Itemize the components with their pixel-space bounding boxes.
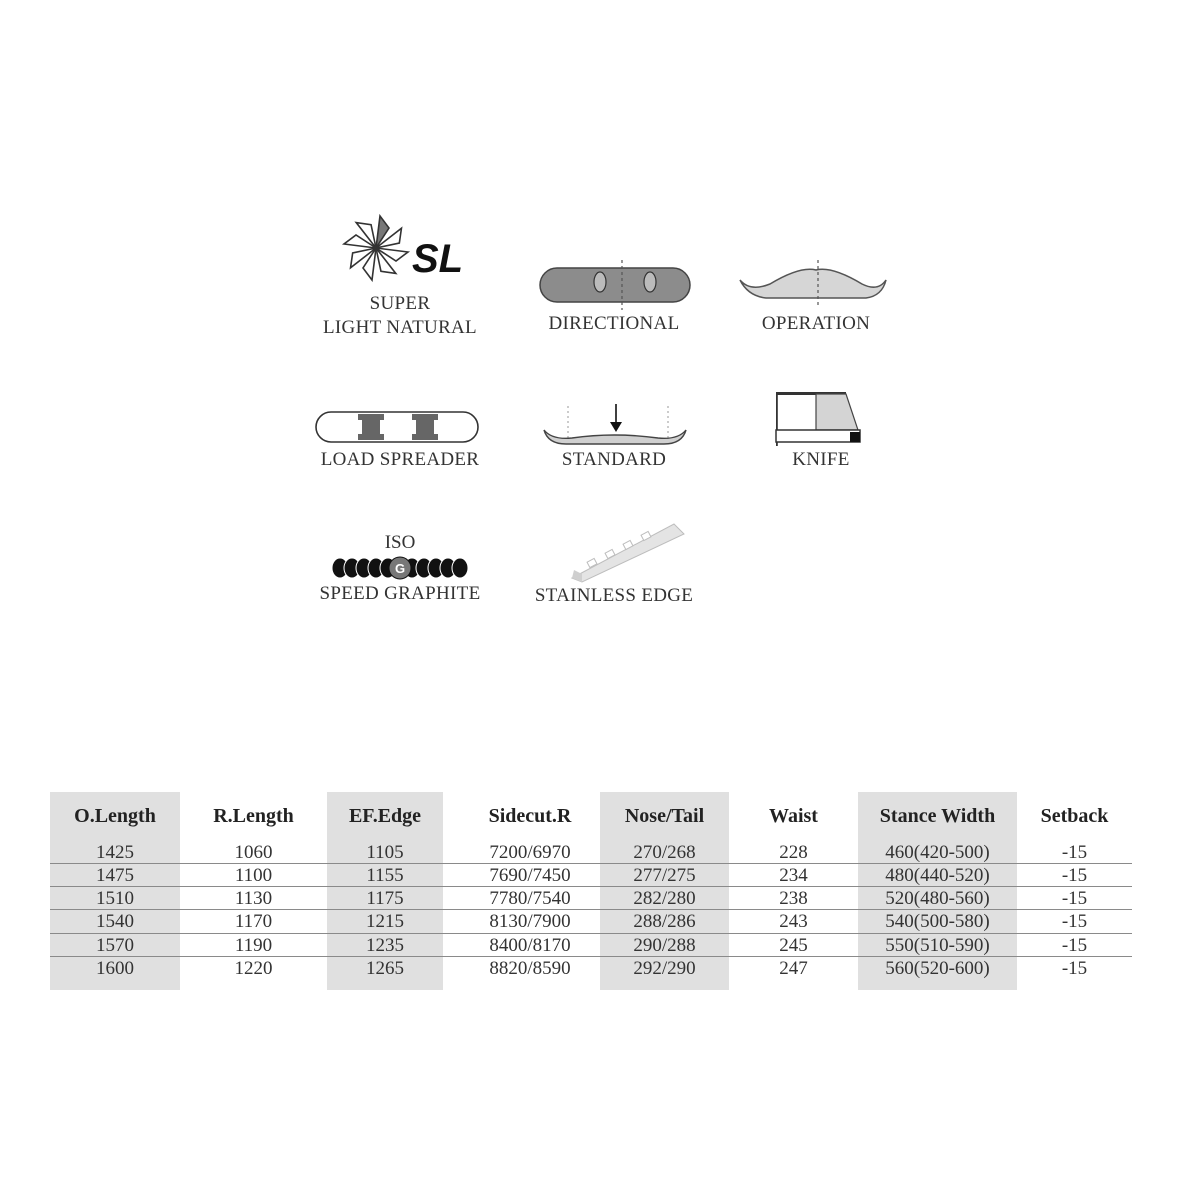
table-cell: 520(480-560): [885, 888, 990, 909]
table-cell: -15: [1061, 911, 1088, 932]
table-cell: 1600: [96, 958, 134, 979]
table-cell: -15: [1061, 935, 1088, 956]
feature-label: STAINLESS EDGE: [534, 585, 694, 606]
table-cell: 460(420-500): [885, 842, 990, 863]
table-cell: 228: [779, 842, 808, 863]
table-cell: 1175: [366, 888, 404, 909]
feature-knife: [746, 388, 896, 472]
feature-standard: [524, 400, 704, 472]
table-cell: 292/290: [633, 958, 696, 979]
table-cell: 1220: [234, 958, 273, 979]
table-cell: 540(500-580): [885, 911, 990, 932]
stainless-edge-icon: [524, 520, 704, 584]
table-cell: 1190: [234, 935, 273, 956]
column-header: R.Length: [213, 804, 294, 827]
feature-label: DIRECTIONAL: [548, 313, 680, 334]
table-cell: 1510: [96, 888, 134, 909]
column-header: Stance Width: [879, 804, 996, 827]
knife-edge-icon: [746, 388, 896, 448]
table-cell: 270/268: [633, 842, 696, 863]
table-cell: 1265: [366, 958, 404, 979]
column-header: Waist: [769, 804, 818, 827]
table-cell: 480(440-520): [885, 865, 990, 886]
column-header: O.Length: [74, 804, 156, 827]
table-cell: 1170: [234, 911, 273, 932]
column-header: Sidecut.R: [488, 804, 572, 827]
table-cell: 560(520-600): [885, 958, 990, 979]
feature-label-line1: SUPER: [369, 293, 431, 314]
feature-super-light-natural: [300, 208, 500, 340]
operation-profile-icon: [726, 258, 906, 312]
table-cell: 247: [779, 958, 808, 979]
iso-label: ISO: [384, 532, 416, 553]
feature-label: KNIFE: [792, 449, 850, 470]
table-cell: 1235: [366, 935, 404, 956]
table-cell: 1060: [234, 842, 273, 863]
standard-camber-icon: [524, 400, 704, 448]
table-cell: 277/275: [633, 865, 696, 886]
table-cell: -15: [1061, 865, 1088, 886]
feature-load-spreader: [300, 404, 500, 472]
feature-label: SPEED GRAPHITE: [319, 583, 481, 604]
feature-stainless-edge: [524, 520, 704, 608]
graphite-badge: G: [394, 561, 406, 576]
table-cell: 1105: [366, 842, 404, 863]
column-header: EF.Edge: [348, 804, 422, 827]
table-cell: 1155: [366, 865, 404, 886]
load-spreader-board-icon: [300, 404, 500, 448]
table-cell: -15: [1061, 842, 1088, 863]
feature-operation: [726, 258, 906, 336]
directional-board-icon: [524, 258, 704, 312]
table-cell: 290/288: [633, 935, 696, 956]
table-cell: 1100: [234, 865, 273, 886]
table-cell: 8820/8590: [489, 958, 571, 979]
column-header: Nose/Tail: [624, 804, 705, 827]
table-cell: 8400/8170: [489, 935, 571, 956]
table-cell: -15: [1061, 958, 1088, 979]
table-cell: 245: [779, 935, 808, 956]
table-cell: 238: [779, 888, 808, 909]
column-header: Setback: [1040, 804, 1109, 827]
feature-label: OPERATION: [761, 313, 871, 334]
table-cell: 8130/7900: [489, 911, 571, 932]
feature-label-line2: LIGHT NATURAL: [323, 317, 477, 338]
table-cell: 7780/7540: [489, 888, 571, 909]
pinwheel-sl-icon: [300, 208, 500, 292]
table-cell: 1425: [96, 842, 134, 863]
table-cell: 288/286: [633, 911, 696, 932]
table-cell: 550(510-590): [885, 935, 990, 956]
feature-label: STANDARD: [561, 449, 667, 470]
table-cell: 234: [779, 865, 808, 886]
feature-label: LOAD SPREADER: [320, 449, 480, 470]
table-cell: 1130: [234, 888, 273, 909]
table-cell: 1570: [96, 935, 134, 956]
table-cell: 282/280: [633, 888, 696, 909]
table-cell: 1540: [96, 911, 134, 932]
table-cell: 7200/6970: [489, 842, 571, 863]
graphite-base-icon: [300, 554, 500, 582]
table-cell: 243: [779, 911, 808, 932]
table-cell: 7690/7450: [489, 865, 571, 886]
table-cell: -15: [1061, 888, 1088, 909]
feature-iso-speed-graphite: [300, 532, 500, 606]
sl-badge: SL: [412, 237, 464, 281]
table-cell: 1475: [96, 865, 134, 886]
feature-directional: [524, 258, 704, 336]
spec-table: [50, 792, 1132, 990]
table-cell: 1215: [366, 911, 404, 932]
